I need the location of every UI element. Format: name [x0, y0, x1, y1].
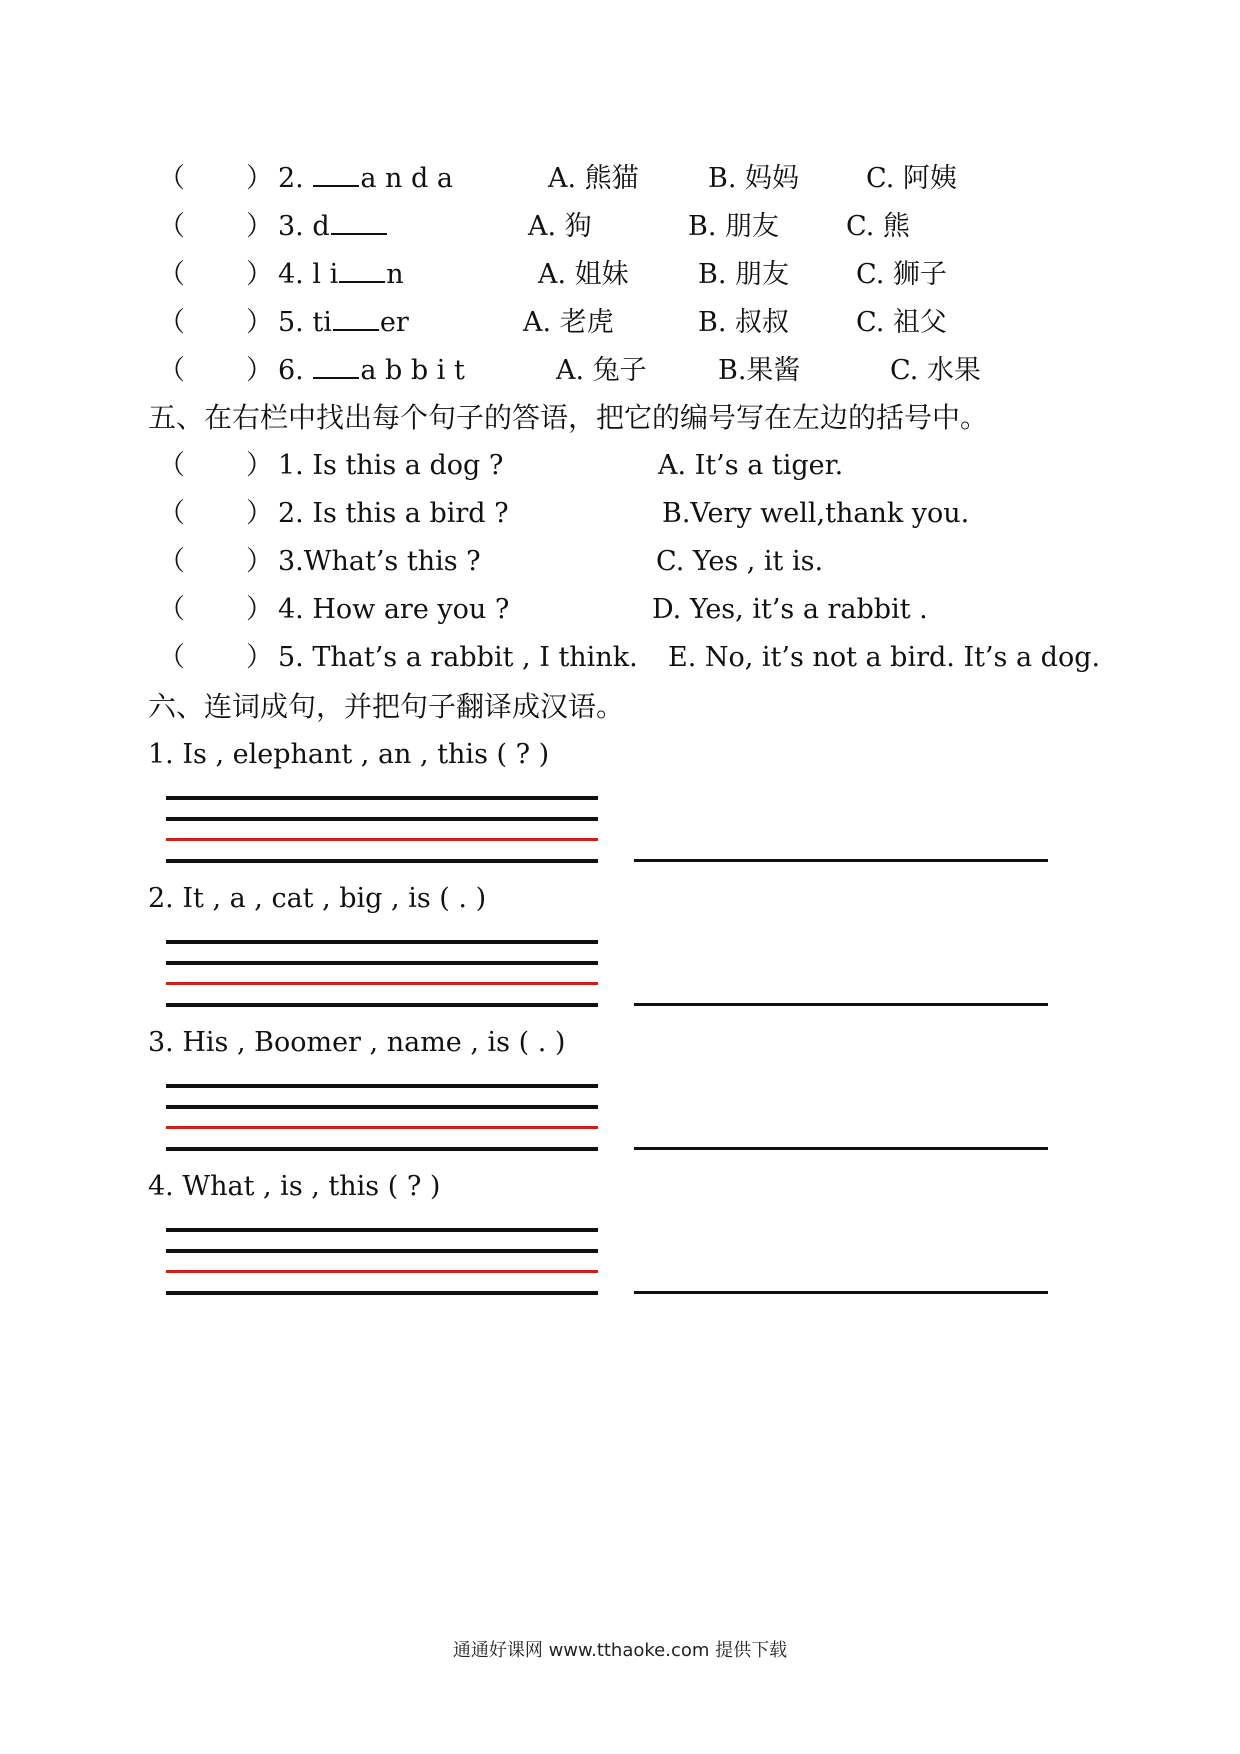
writing-line[interactable]	[166, 1084, 598, 1088]
translation-line[interactable]	[634, 1147, 1048, 1150]
option-b: B. 妈妈	[708, 163, 800, 194]
translation-line[interactable]	[634, 1291, 1048, 1294]
word-stem	[278, 258, 404, 292]
writing-line-red[interactable]	[166, 1126, 598, 1129]
word-part: a n d a	[360, 163, 453, 194]
option-b: B.果酱	[718, 355, 801, 386]
word-part: d	[312, 211, 330, 242]
writing-line[interactable]	[166, 1228, 598, 1232]
scrambled-sentence: 4. What , is , this ( ? )	[148, 1171, 441, 1202]
writing-line-red[interactable]	[166, 838, 598, 841]
answer-paren-open[interactable]: （	[158, 594, 185, 625]
translation-line[interactable]	[634, 1003, 1048, 1006]
scrambled-sentence: 1. Is , elephant , an , this ( ? )	[148, 739, 550, 770]
writing-line[interactable]	[166, 1147, 598, 1151]
answer-paren-close: ）	[246, 642, 273, 673]
answer-option: A. It’s a tiger.	[658, 450, 844, 481]
question-text: 4. How are you ?	[278, 594, 510, 625]
translation-line[interactable]	[634, 859, 1048, 862]
word-stem	[278, 210, 388, 244]
letter-blank[interactable]	[313, 163, 359, 187]
answer-paren-close: ）	[246, 211, 273, 242]
option-c: C. 熊	[846, 211, 910, 242]
word-stem	[278, 162, 453, 196]
letter-blank[interactable]	[339, 259, 385, 283]
writing-line[interactable]	[166, 940, 598, 944]
item-number: 2.	[278, 163, 304, 194]
word-part: ti	[312, 307, 332, 338]
scrambled-sentence: 2. It , a , cat , big , is ( . )	[148, 883, 487, 914]
item-number: 6.	[278, 355, 304, 386]
word-part: a b b i t	[360, 355, 465, 386]
writing-line[interactable]	[166, 961, 598, 965]
option-a: A. 熊猫	[548, 163, 639, 194]
option-c: C. 祖父	[856, 307, 947, 338]
letter-blank[interactable]	[333, 307, 379, 331]
writing-line[interactable]	[166, 796, 598, 800]
option-c: C. 水果	[890, 355, 981, 386]
option-a: A. 狗	[528, 211, 592, 242]
section-6-heading: 六、连词成句，并把句子翻译成汉语。	[148, 690, 625, 723]
answer-paren-close: ）	[246, 355, 273, 386]
writing-line[interactable]	[166, 817, 598, 821]
writing-line-red[interactable]	[166, 982, 598, 985]
answer-paren-close: ）	[246, 594, 273, 625]
word-stem	[278, 306, 409, 340]
question-text: 3.What’s this ?	[278, 546, 481, 577]
question-text: 2. Is this a bird ?	[278, 498, 509, 529]
answer-paren-open[interactable]: （	[158, 211, 185, 242]
item-number: 4.	[278, 259, 304, 290]
question-text: 1. Is this a dog ?	[278, 450, 504, 481]
answer-paren-close: ）	[246, 307, 273, 338]
letter-blank[interactable]	[313, 355, 359, 379]
writing-line[interactable]	[166, 1249, 598, 1253]
option-a: A. 兔子	[556, 355, 647, 386]
answer-paren-open[interactable]: （	[158, 450, 185, 481]
answer-paren-open[interactable]: （	[158, 546, 185, 577]
writing-line-red[interactable]	[166, 1270, 598, 1273]
scrambled-sentence: 3. His , Boomer , name , is ( . )	[148, 1027, 566, 1058]
option-c: C. 阿姨	[866, 163, 957, 194]
option-c: C. 狮子	[856, 259, 947, 290]
answer-paren-open[interactable]: （	[158, 307, 185, 338]
option-a: A. 姐妹	[538, 259, 629, 290]
answer-paren-open[interactable]: （	[158, 498, 185, 529]
word-part: er	[379, 307, 409, 338]
answer-paren-close: ）	[246, 450, 273, 481]
answer-paren-close: ）	[246, 546, 273, 577]
writing-line[interactable]	[166, 1105, 598, 1109]
word-part: l i	[312, 259, 339, 290]
answer-option: E. No, it’s not a bird. It’s a dog.	[668, 642, 1101, 673]
answer-option: C. Yes , it is.	[656, 546, 824, 577]
option-b: B. 朋友	[688, 211, 780, 242]
answer-paren-close: ）	[246, 259, 273, 290]
option-b: B. 叔叔	[698, 307, 790, 338]
word-part: n	[386, 259, 404, 290]
writing-line[interactable]	[166, 1003, 598, 1007]
answer-paren-open[interactable]: （	[158, 642, 185, 673]
answer-option: D. Yes, it’s a rabbit .	[652, 594, 928, 625]
answer-option: B.Very well,thank you.	[662, 498, 970, 529]
answer-paren-open[interactable]: （	[158, 259, 185, 290]
question-text: 5. That’s a rabbit , I think.	[278, 642, 638, 673]
writing-line[interactable]	[166, 859, 598, 863]
item-number: 5.	[278, 307, 304, 338]
answer-paren-close: ）	[246, 163, 273, 194]
answer-paren-open[interactable]: （	[158, 355, 185, 386]
letter-blank[interactable]	[331, 211, 387, 235]
answer-paren-open[interactable]: （	[158, 163, 185, 194]
option-a: A. 老虎	[523, 307, 614, 338]
writing-line[interactable]	[166, 1291, 598, 1295]
section-5-heading: 五、在右栏中找出每个句子的答语，把它的编号写在左边的括号中。	[148, 401, 989, 434]
footer-credit: 通通好课网 www.tthaoke.com 提供下载	[452, 1640, 788, 1661]
item-number: 3.	[278, 211, 304, 242]
word-stem	[278, 354, 465, 388]
option-b: B. 朋友	[698, 259, 790, 290]
answer-paren-close: ）	[246, 498, 273, 529]
